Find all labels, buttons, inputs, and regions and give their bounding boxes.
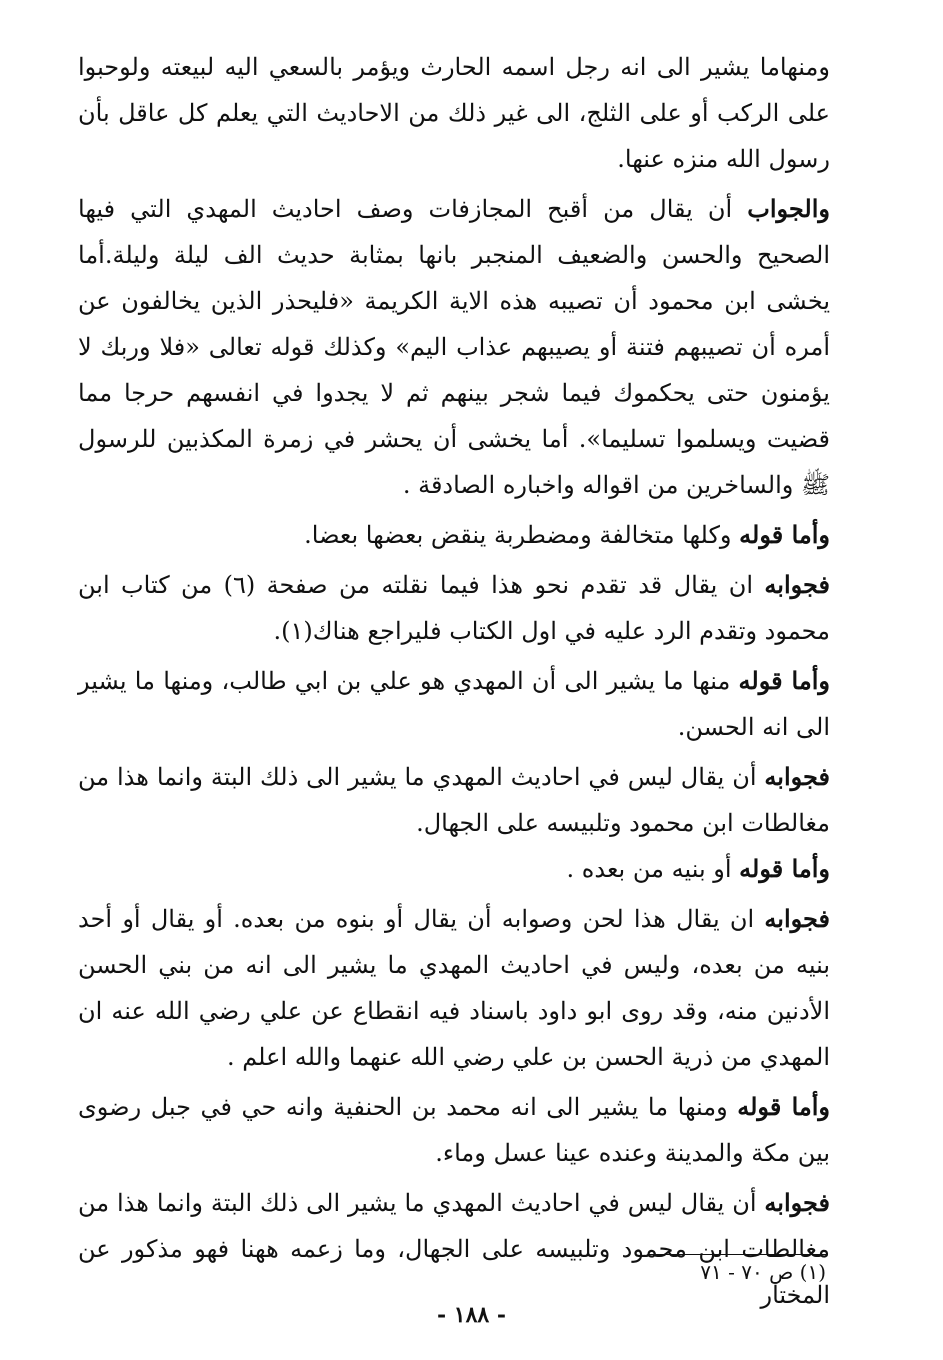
paragraph-lead: فجوابه — [764, 904, 830, 933]
paragraph-text: أن يقال ليس في احاديث المهدي ما يشير الى ذلك البتة وانما هذا من مغالطات ابن محمود وتلبيسه على الجهال، وما زعمه ههنا فهو مذكور عن المختار — [78, 1189, 830, 1309]
paragraph-lead: فجوابه — [764, 762, 830, 791]
paragraph-lead: فجوابه — [764, 1188, 830, 1217]
paragraph-4 — [78, 562, 830, 654]
paragraph-9 — [78, 1084, 830, 1176]
paragraph-3 — [78, 512, 830, 558]
paragraph-text: ومنهاما يشير الى انه رجل اسمه الحارث ويؤمر بالسعي اليه لبيعته ولوحبوا على الركب أو على الثلج، الى غير ذلك من الاحاديث التي يعلم كل عاقل بأن رسول الله منزه عنها. — [78, 53, 830, 173]
paragraph-text: ومنها ما يشير الى انه محمد بن الحنفية وانه حي في جبل رضوى بين مكة والمدينة وعنده عينا عسل وماء. — [78, 1093, 830, 1167]
paragraph-8 — [78, 896, 830, 1080]
paragraph-lead: وأما قوله — [738, 666, 830, 695]
footnote-divider — [648, 1254, 826, 1255]
paragraph-7 — [78, 846, 830, 892]
paragraph-text: وكلها متخالفة ومضطربة ينقض بعضها بعضا. — [304, 521, 740, 549]
paragraph-text: منها ما يشير الى أن المهدي هو علي بن ابي طالب، ومنها ما يشير الى انه الحسن. — [78, 667, 830, 741]
paragraph-text: ان يقال هذا لحن وصوابه أن يقال أو بنوه من بعده. أو يقال أو أحد بنيه من بعده، وليس في احاديث المهدي ما يشير الى انه من بني الحسن الأدنين منه، وقد روى ابو داود باسناد فيه انقطاع عن علي رضي الله عنه ان المهدي من ذرية الحسن بن علي رضي الله عنهما والله اعلم . — [78, 905, 830, 1071]
paragraph-lead: والجواب — [747, 194, 830, 223]
paragraph-text: أن يقال ليس في احاديث المهدي ما يشير الى ذلك البتة وانما هذا من مغالطات ابن محمود وتلبيسه على الجهال. — [78, 763, 830, 837]
paragraph-text: أن يقال من أقبح المجازفات وصف احاديث المهدي التي فيها الصحيح والحسن والضعيف المنجبر بانها بمثابة حديث الف ليلة وليلة.أما يخشى ابن محمود أن تصيبه هذه الاية الكريمة «فليحذر الذين يخالفون عن أمره أن تصيبهم فتنة أو يصيبهم عذاب اليم» وكذلك قوله تعالى «فلا وربك لا يؤمنون حتى يحكموك فيما شجر بينهم ثم لا يجدوا في انفسهم حرجا مما قضيت ويسلموا تسليما». أما يخشى أن يحشر في زمرة المكذبين للرسول ﷺ والساخرين من اقواله واخباره الصادقة . — [78, 195, 831, 499]
paragraph-2 — [78, 186, 830, 508]
footnote: (١) ص ٧٠ - ٧١ — [700, 1260, 826, 1284]
paragraph-5 — [78, 658, 830, 750]
paragraph-10 — [78, 1180, 830, 1318]
paragraph-text: ان يقال قد تقدم نحو هذا فيما نقلته من صفحة (٦) من كتاب ابن محمود وتقدم الرد عليه في اول الكتاب فليراجع هناك(١). — [78, 571, 830, 645]
paragraph-text: أو بنيه من بعده . — [566, 855, 740, 883]
page-body — [78, 44, 830, 1318]
paragraph-lead: وأما قوله — [739, 854, 830, 883]
page-number: - ١٨٨ - — [436, 1302, 507, 1328]
paragraph-1 — [78, 44, 830, 182]
paragraph-6 — [78, 754, 830, 846]
paragraph-lead: وأما قوله — [739, 520, 830, 549]
paragraph-lead: فجوابه — [764, 570, 830, 599]
paragraph-lead: وأما قوله — [737, 1092, 830, 1121]
